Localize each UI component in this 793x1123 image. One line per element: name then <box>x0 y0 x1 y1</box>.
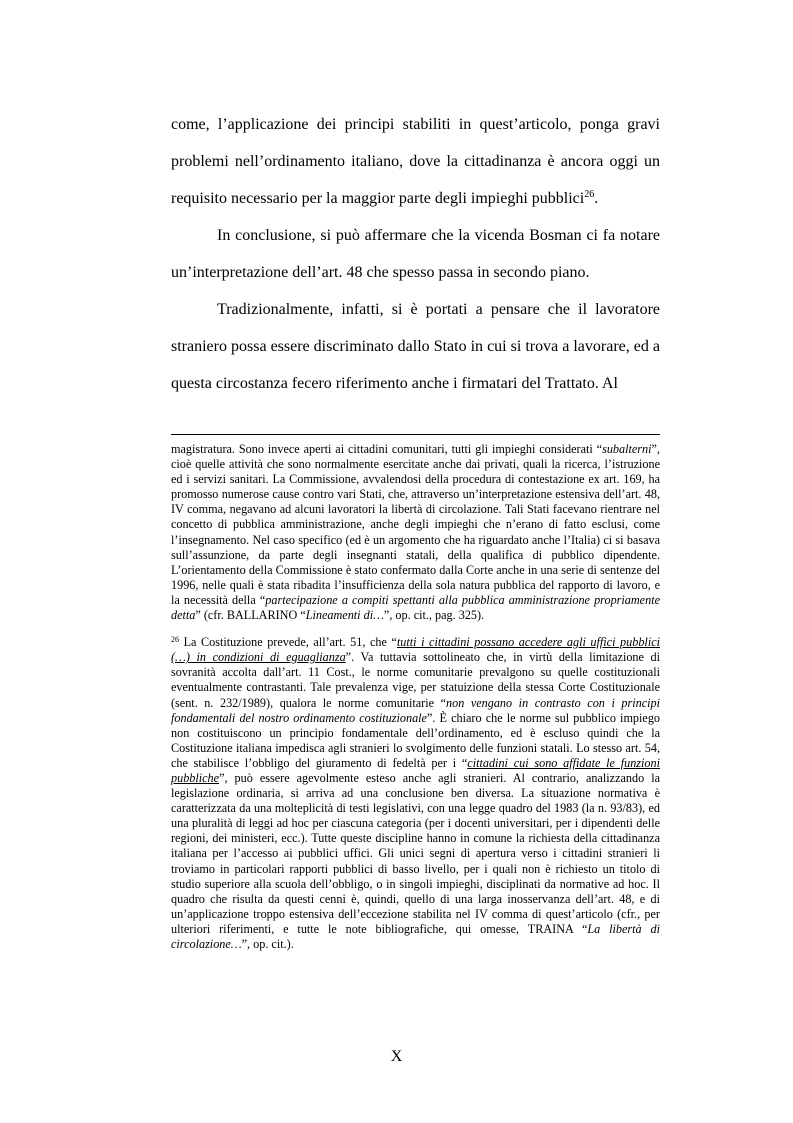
footnote-ref-26[interactable]: 26 <box>584 189 595 200</box>
page-number: X <box>390 1048 403 1065</box>
paragraph-3: Tradizionalmente, infatti, si è portati a pensare che il lavoratore straniero possa essere discriminato dallo Stato in cui si trova a lavorare, ed a questa circostanza fecero riferimento anche i firmatari del Trattato. Al <box>171 301 660 392</box>
footnote-separator <box>171 434 660 435</box>
footnote-25-continuation: magistratura. Sono invece aperti ai cittadini comunitari, tutti gli impieghi considerati “subalterni”, cioè quelle attività che sono normalmente esercitate anche dai privati, quali la ricerca, l’istruzione ed i servizi sanitari. La Commissione, avvalendosi della procedura di contestazione ex art. 169, ha promosso numerose cause contro vari Stati, che, attraverso un’interpretazione estensiva dell’art. 48, IV comma, negavano ad alcuni lavoratori la libertà di circolazione. Tali Stati facevano rientrare nel concetto di pubblica amministrazione, anche degli impieghi che n’erano di fatto esclusi, come l’insegnamento. Nel caso specifico (ed è un argomento che ha riguardato anche l’Italia) ci si basava sull’assunzione, da parte degli insegnanti statali, della qualifica di pubblico dipendente. L’orientamento della Commissione è stato confermato dalla Corte anche in una serie di sentenze del 1996, nelle quali è stata ribadita l’insufficienza della sola natura pubblica del rapporto di lavoro, e la necessità della “partecipazione a compiti spettanti alla pubblica amministrazione propriamente detta” (cfr. BALLARINO “Lineamenti di…”, op. cit., pag. 325). <box>171 442 660 623</box>
paragraph-1: come, l’applicazione dei principi stabiliti in quest’articolo, ponga gravi problemi nell’ordinamento italiano, dove la cittadinanza è ancora oggi un requisito necessario per la maggior parte degli impieghi pubblici$^{26}$. <box>171 116 660 207</box>
paragraph-2: In conclusione, si può affermare che la vicenda Bosman ci fa notare un’interpretazione dell’art. 48 che spesso passa in secondo piano. <box>171 227 660 281</box>
main-text <box>171 106 660 402</box>
footnote-26: $^{26}$ La Costituzione prevede, all’art. 51, che “tutti i cittadini possano accedere agli uffici pubblici (…) in condizioni di eguaglianza”. Va tuttavia sottolineato che, in virtù della limitazione di sovranità accolta dall’art. 11 Cost., le norme comunitarie prevalgono su quelle costituzionali eventualmente contrastanti. Tale prevalenza vige, per statuizione della stessa Corte Costituzionale (sent. n. 232/1989), qualora le norme comunitarie “non vengano in contrasto con i principi fondamentali del nostro ordinamento costituzionale”. È chiaro che le norme sul pubblico impiego non costituiscono un principio fondamentale dell’ordinamento, ed è escluso quindi che la Costituzione italiana impedisca agli stranieri lo svolgimento delle funzioni statali. Lo stesso art. 54, che stabilisce l’obbligo del giuramento di fedeltà per i “cittadini cui sono affidate le funzioni pubbliche”, può essere agevolmente esteso anche agli stranieri. Al contrario, analizzando la legislazione ordinaria, si arriva ad una conclusione ben diversa. La situazione normativa è caratterizzata da una molteplicità di testi legislativi, con una legge quadro del 1983 (la n. 93/83), ed una pluralità di leggi ad hoc per ciascuna categoria (per i docenti universitari, per i dipendenti delle regioni, dei ministeri, ecc.). Tutte queste discipline hanno in comune la richiesta della cittadinanza italiana per l’accesso ai pubblici uffici. Gli unici segni di apertura verso i cittadini stranieri li troviamo in particolari rapporti pubblici di basso livello, per i quali non è richiesto un titolo di studio superiore alla scuola dell’obbligo, o in singoli impieghi, disciplinati da normative ad hoc. Il quadro che risulta da questi cenni è, quindi, quello di una larga inosservanza dell’art. 48, e di un’applicazione troppo estensiva dell’eccezione stabilita nel IV comma di quest’articolo (cfr., per ulteriori riferimenti, e tutte le note bibliografiche, qui omesse, TRAINA “La libertà di circolazione…”, op. cit.). <box>171 635 661 951</box>
footnotes <box>171 442 660 952</box>
footnote-number: 26 <box>171 635 179 645</box>
